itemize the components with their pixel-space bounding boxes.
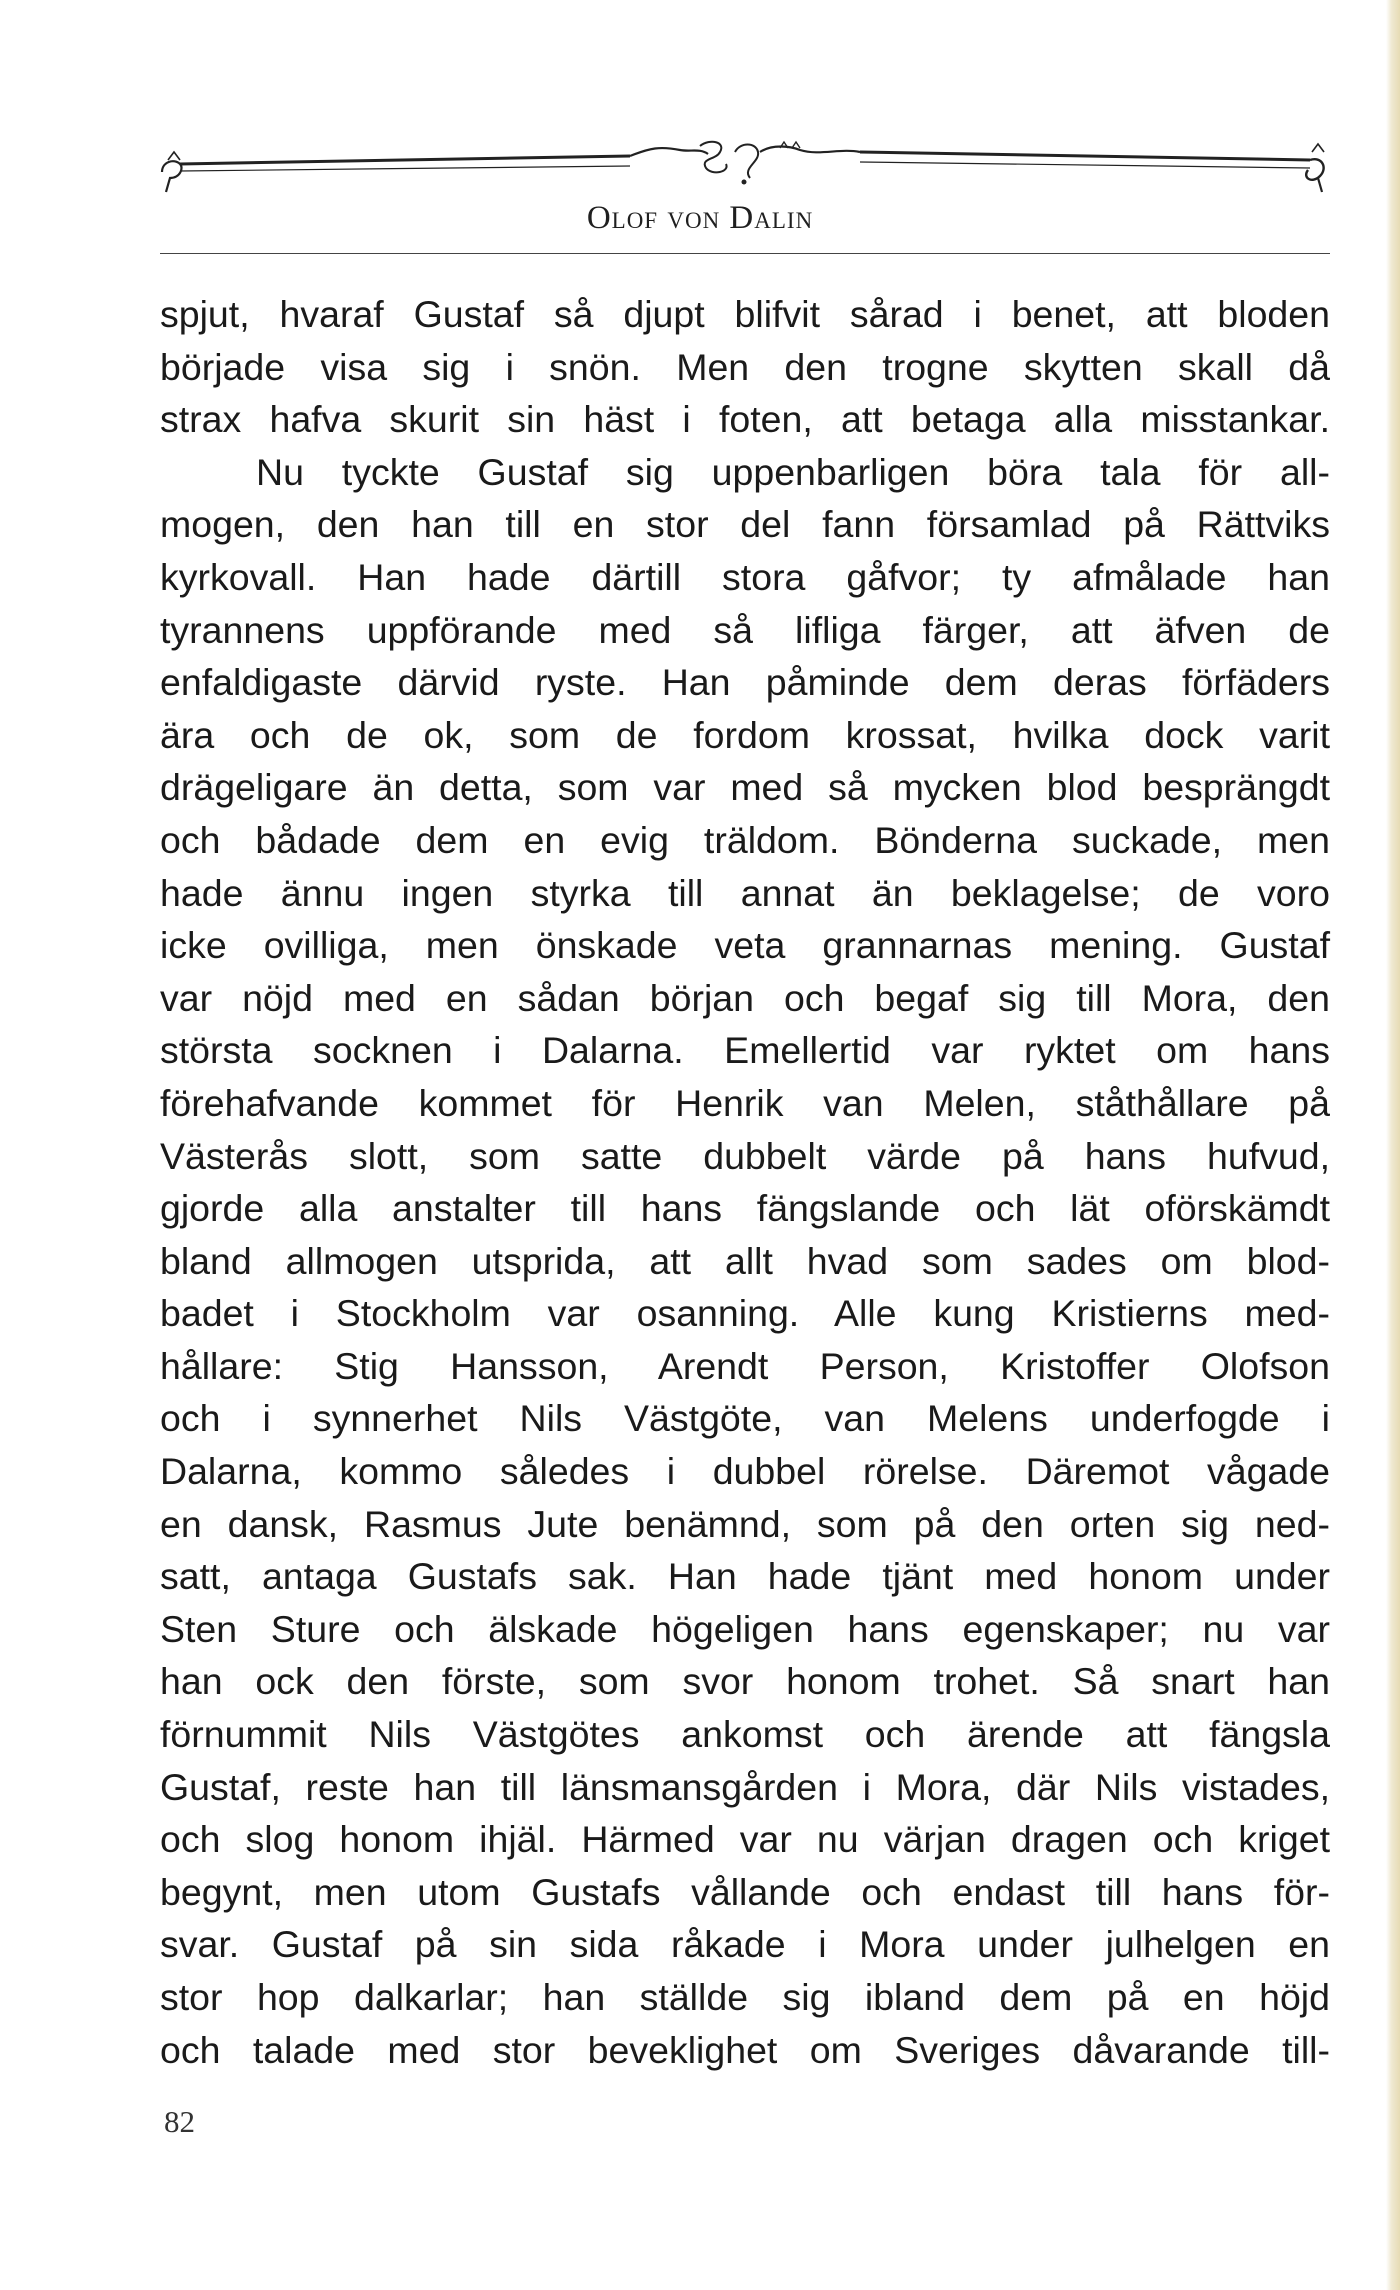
text-line: drägeligare än detta, som var med så mycken blod besprängdt (160, 766, 1330, 809)
text-line: satt, antaga Gustafs sak. Han hade tjänt med honom under (160, 1555, 1330, 1598)
body-text (160, 288, 1330, 2076)
text-line: strax hafva skurit sin häst i foten, att betaga alla misstankar. (160, 398, 1330, 441)
text-line: hade ännu ingen styrka till annat än beklagelse; de voro (160, 871, 1330, 914)
text-line: icke ovilliga, men önskade veta grannarnas mening. Gustaf (160, 924, 1330, 967)
text-line: och talade med stor beveklighet om Sveriges dåvarande till- (160, 2028, 1330, 2071)
text-line: badet i Stockholm var osanning. Alle kung Kristierns med- (160, 1292, 1330, 1335)
text-line: största socknen i Dalarna. Emellertid var ryktet om hans (160, 1029, 1330, 1072)
text-line: kyrkovall. Han hade därtill stora gåfvor; ty afmålade han (160, 555, 1330, 598)
text-line: började visa sig i snön. Men den trogne skytten skall då (160, 345, 1330, 388)
text-line: var nöjd med en sådan början och begaf sig till Mora, den (160, 976, 1330, 1019)
header-ornament-icon (160, 138, 1330, 198)
text-line: stor hop dalkarlar; han ställde sig ibland dem på en höjd (160, 1976, 1330, 2018)
text-line: en dansk, Rasmus Jute benämnd, som på den orten sig ned- (160, 1502, 1330, 1545)
text-line: och slog honom ihjäl. Härmed var nu värjan dragen och kriget (160, 1818, 1330, 1861)
text-line: ära och de ok, som de fordom krossat, hvilka dock varit (160, 713, 1330, 756)
text-line: gjorde alla anstalter till hans fängslande och lät oförskämdt (160, 1187, 1330, 1230)
text-line: tyrannens uppförande med så lifliga färger, att äfven de (160, 608, 1330, 651)
text-line: mogen, den han till en stor del fann församlad på Rättviks (160, 503, 1330, 546)
text-line: Västerås slott, som satte dubbelt värde på hans hufvud, (160, 1134, 1330, 1177)
page-number: 82 (164, 2104, 195, 2139)
text-line: svar. Gustaf på sin sida råkade i Mora under julhelgen en (160, 1923, 1330, 1966)
text-line: Dalarna, kommo således i dubbel rörelse. Däremot vågade (160, 1450, 1330, 1493)
text-line: Nu tyckte Gustaf sig uppenbarligen böra tala för all- (256, 450, 1330, 493)
text-line: begynt, men utom Gustafs vållande och endast till hans för- (160, 1870, 1330, 1913)
text-line: Sten Sture och älskade högeligen hans egenskaper; nu var (160, 1607, 1330, 1650)
running-head-title: Olof von Dalin (586, 200, 814, 236)
page-edge (1386, 0, 1400, 2290)
header-rule (160, 253, 1330, 254)
text-line: förehafvande kommet för Henrik van Melen, ståthållare på (160, 1081, 1330, 1124)
text-line: enfaldigaste därvid ryste. Han påminde dem deras förfäders (160, 661, 1330, 704)
text-line: förnummit Nils Västgötes ankomst och ärende att fängsla (160, 1713, 1330, 1756)
text-line: spjut, hvaraf Gustaf så djupt blifvit sårad i benet, att bloden (160, 293, 1330, 335)
text-line: bland allmogen utsprida, att allt hvad som sades om blod- (160, 1239, 1330, 1282)
text-line: hållare: Stig Hansson, Arendt Person, Kristoffer Olofson (160, 1344, 1330, 1387)
text-line: han ock den förste, som svor honom trohet. Så snart han (160, 1660, 1330, 1703)
text-line: Gustaf, reste han till länsmansgården i Mora, där Nils vistades, (160, 1765, 1330, 1808)
text-line: och bådade dem en evig träldom. Bönderna suckade, men (160, 818, 1330, 861)
text-line: och i synnerhet Nils Västgöte, van Melens underfogde i (160, 1397, 1330, 1440)
